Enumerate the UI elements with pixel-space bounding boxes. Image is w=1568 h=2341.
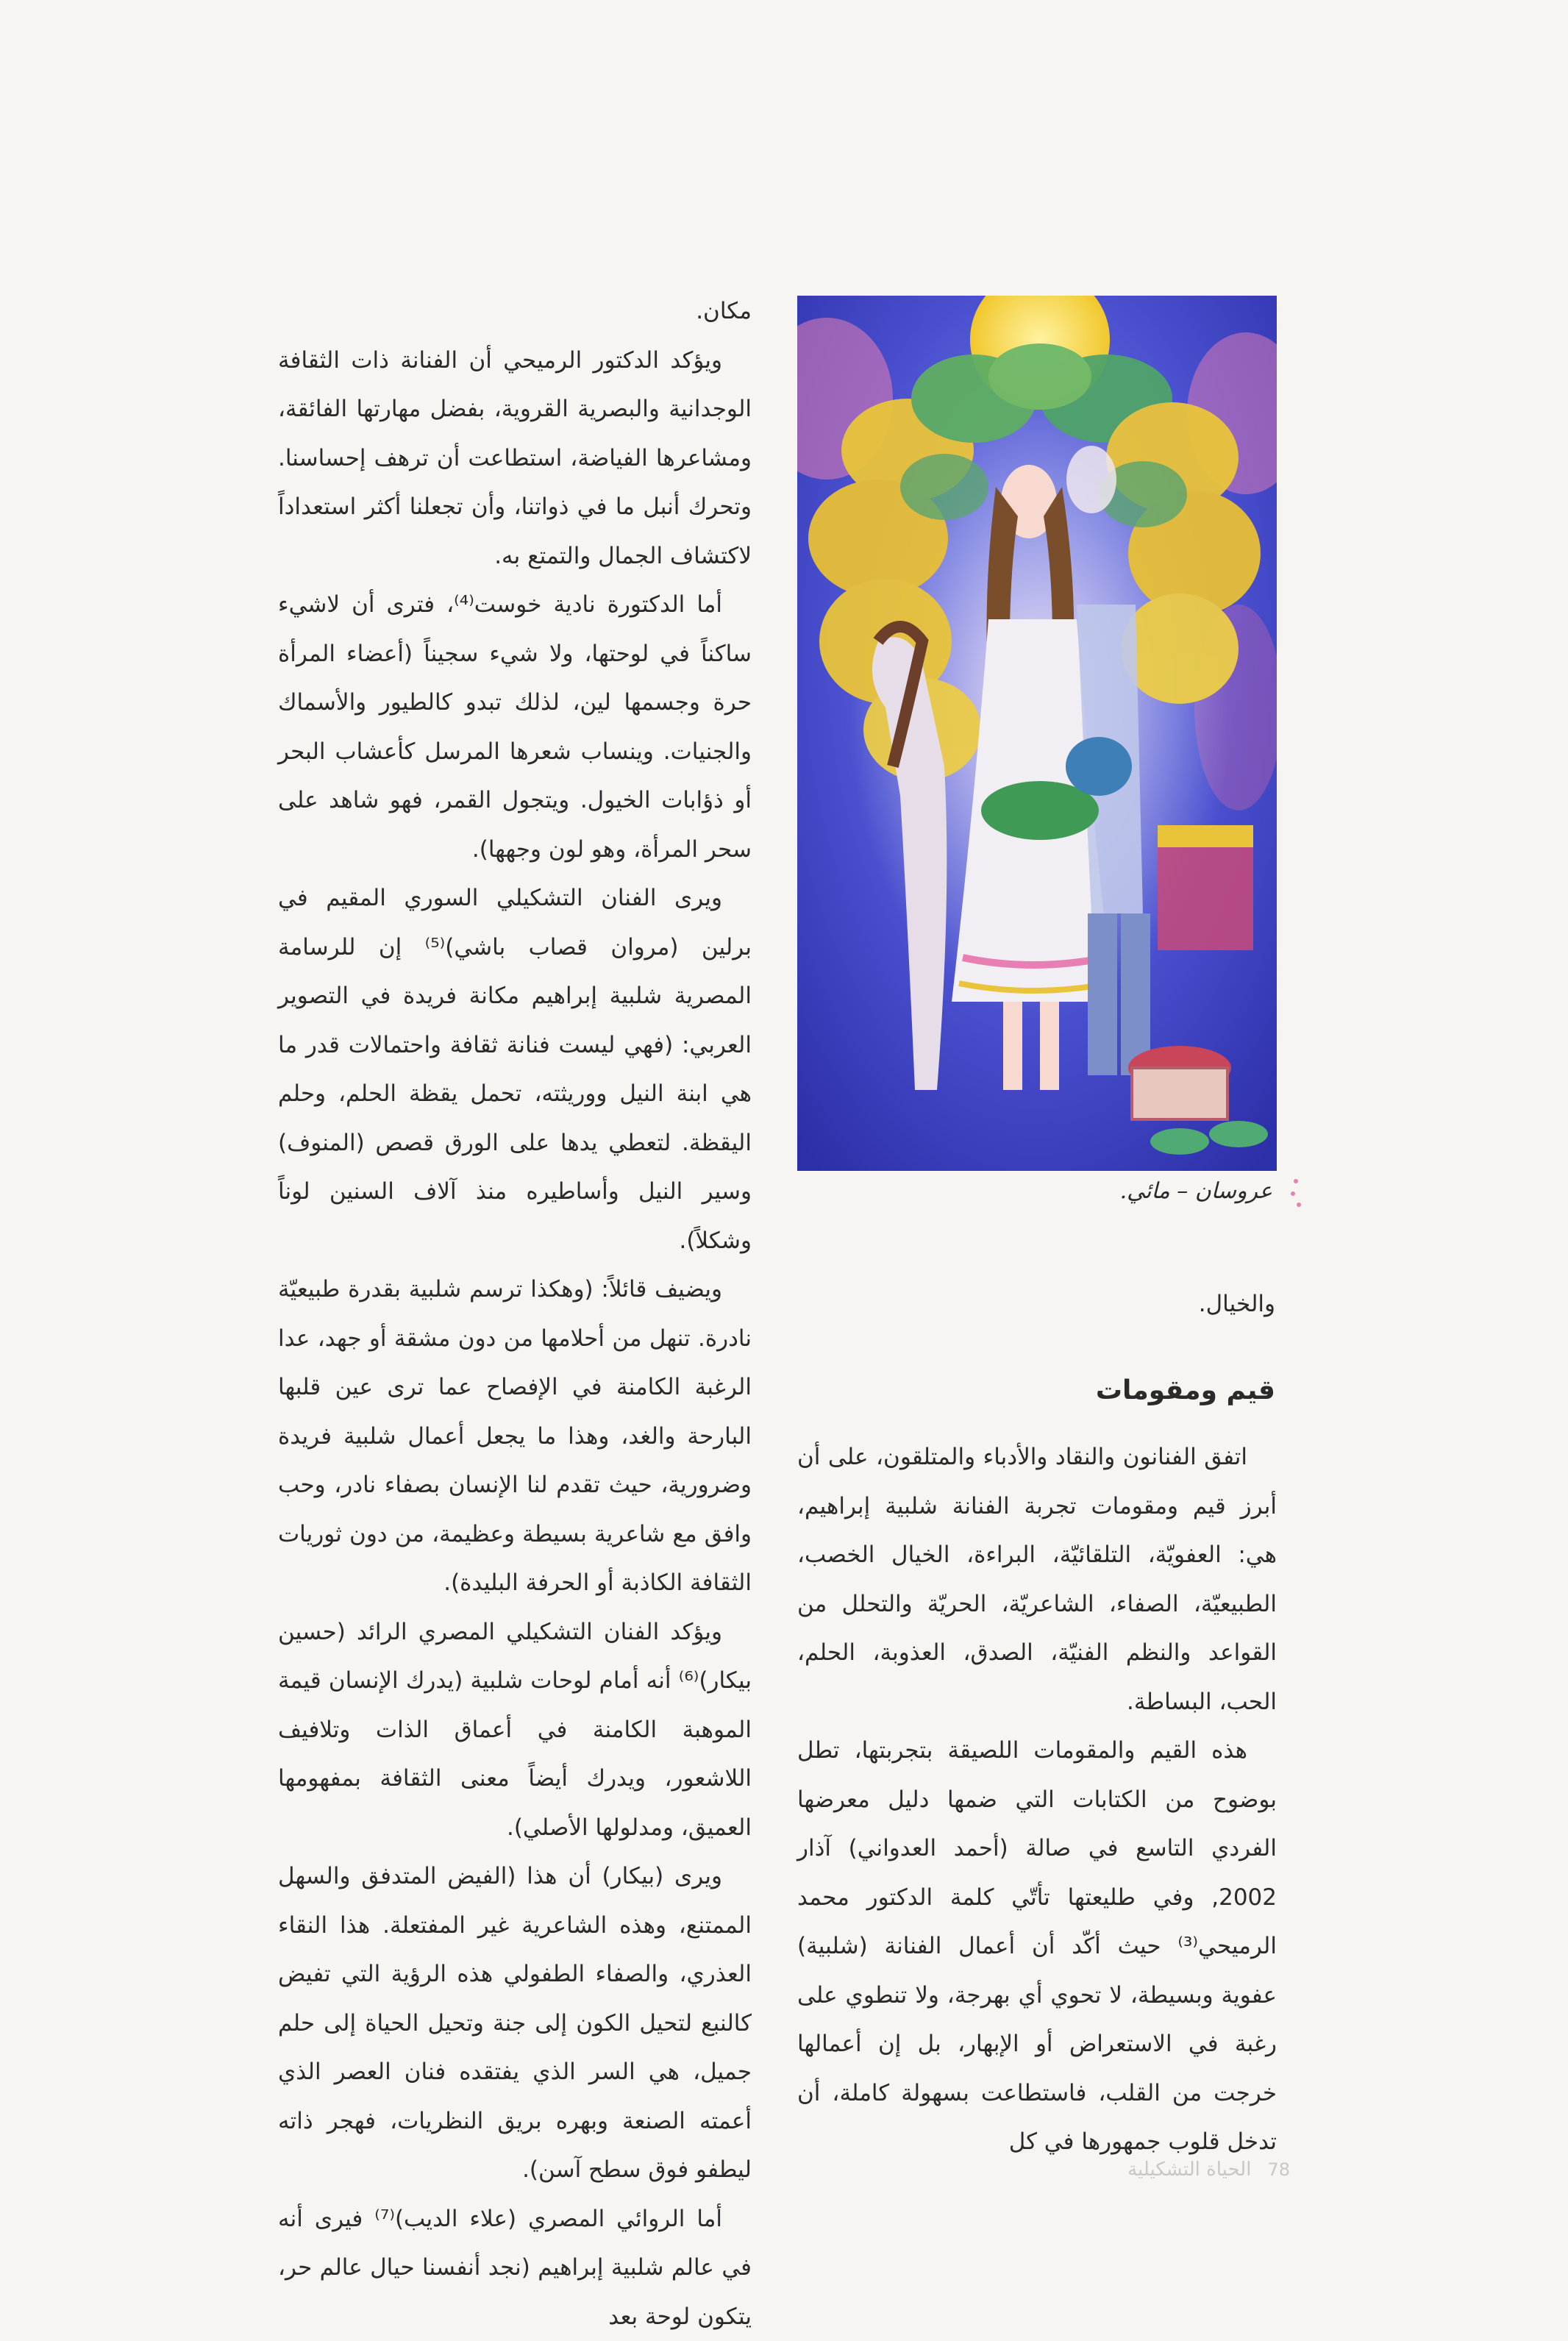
magazine-name: الحياة التشكيلية	[1127, 2159, 1251, 2181]
right-text-column	[797, 1433, 1277, 2167]
paragraph: أما الدكتورة نادية خوست⁽⁴⁾، فترى أن لاشيء ساكناً في لوحتها، ولا شيء سجيناً (أعضاء المرأة حرة وجسمها لين، لذلك تبدو كالطيور والأسماك والجنيات. وينساب شعرها المرسل كأعشاب البحر أو ذؤابات الخيول. ويتجول القمر، فهو شاهد على سحر المرأة، وهو لون وجهها).	[278, 580, 752, 874]
paragraph: هذه القيم والمقومات اللصيقة بتجربتها، تطل بوضوح من الكتابات التي ضمها دليل معرضها الفردي التاسع في صالة (أحمد العدواني) آذار 2002, وفي طليعتها تأتّي كلمة الدكتور محمد الرميحي⁽³⁾ حيث أكّد أن أعمال الفنانة (شلبية) عفوية وبسيطة، لا تحوي أي بهرجة، ولا تنطوي على رغبة في الاستعراض أو الإبهار، بل إن أعمالها خرجت من القلب، فاستطاعت بسهولة كاملة، أن تدخل قلوب جمهورها في كل	[797, 1726, 1277, 2167]
paragraph-fragment: والخيال.	[1199, 1280, 1275, 1328]
paragraph: ويؤكد الفنان التشكيلي المصري الرائد (حسين بيكار)⁽⁶⁾ أنه أمام لوحات شلبية (يدرك الإنسان قيمة الموهبة الكامنة في أعماق الذات وتلافيف اللاشعور، ويدرك أيضاً معنى الثقافة بمفهومها العميق، ومدلولها الأصلي).	[278, 1608, 752, 1853]
paragraph: مكان.	[278, 287, 752, 336]
page-footer	[1127, 2159, 1290, 2181]
painting-image	[797, 296, 1277, 1171]
left-text-column	[278, 287, 752, 2341]
decorative-dots-icon	[1289, 1175, 1303, 1212]
section-heading: قيم ومقومات	[1096, 1375, 1275, 1405]
paragraph: ويؤكد الدكتور الرميحي أن الفنانة ذات الثقافة الوجدانية والبصرية القروية، بفضل مهارتها الفائقة، ومشاعرها الفياضة، استطاعت أن ترهف إحساسنا. وتحرك أنبل ما في ذواتنا، وأن تجعلنا أكثر استعداداً لاكتشاف الجمال والتمتع به.	[278, 336, 752, 581]
paragraph: ويضيف قائلاً: (وهكذا ترسم شلبية بقدرة طبيعيّة نادرة. تنهل من أحلامها من دون مشقة أو جهد، عدا الرغبة الكامنة في الإفصاح عما ترى عين قلبها البارحة والغد، وهذا ما يجعل أعمال شلبية فريدة وضرورية، حيث تقدم لنا الإنسان بصفاء نادر، وحب وافق مع شاعرية بسيطة وعظيمة، من دون ثوريات الثقافة الكاذبة أو الحرفة البليدة).	[278, 1265, 752, 1608]
paragraph: اتفق الفنانون والنقاد والأدباء والمتلقون، على أن أبرز قيم ومقومات تجربة الفنانة شلبية إبراهيم، هي: العفويّة، التلقائيّة، البراءة، الخيال الخصب، الطبيعيّة، الصفاء، الشاعريّة، الحريّة والتحلل من القواعد والنظم الفنيّة، الصدق، العذوبة، الحلم، الحب، البساطة.	[797, 1433, 1277, 1726]
paragraph: ويرى الفنان التشكيلي السوري المقيم في برلين (مروان قصاب باشي)⁽⁵⁾ إن للرسامة المصرية شلبية إبراهيم مكانة فريدة في التصوير العربي: (فهي ليست فنانة ثقافة واحتمالات قدر ما هي ابنة النيل ووريثته، تحمل يقظة الحلم، وحلم اليقظة. لتعطي يدها على الورق قصص (المنوف) وسير النيل وأساطيره منذ آلاف السنين لوناً وشكلاً).	[278, 874, 752, 1265]
figure-caption: عروسان – مائي.	[1120, 1178, 1272, 1204]
paragraph: ويرى (بيكار) أن هذا (الفيض المتدفق والسهل الممتنع، وهذه الشاعرية غير المفتعلة. هذا النقاء العذري، والصفاء الطفولي هذه الرؤية التي تفيض كالنبع لتحيل الكون إلى جنة وتحيل الحياة إلى حلم جميل، هي السر الذي يفتقده فنان العصر الذي أعمته الصنعة وبهره بريق النظريات، فهجر ذاته ليطفو فوق سطح آسن).	[278, 1852, 752, 2195]
paragraph: أما الروائي المصري (علاء الديب)⁽⁷⁾ فيرى أنه في عالم شلبية إبراهيم (نجد أنفسنا حيال عالم حر، يتكون لوحة بعد	[278, 2195, 752, 2341]
page-number: 78	[1267, 2159, 1290, 2180]
